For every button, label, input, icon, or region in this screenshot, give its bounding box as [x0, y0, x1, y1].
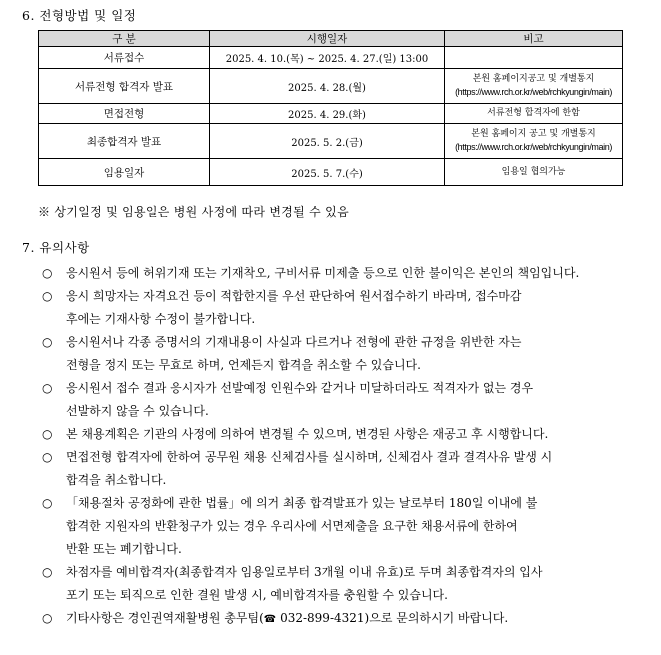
notice-line: 포기 또는 퇴직으로 인한 결원 발생 시, 예비합격자를 충원할 수 있습니다. [66, 588, 448, 602]
row-remark [445, 47, 623, 69]
row-name: 면접전형 [39, 104, 210, 124]
list-item [38, 262, 638, 285]
circle-bullet-icon: ○ [42, 496, 53, 510]
row-remark [445, 104, 623, 124]
phone-number: 032-899-4321 [276, 611, 365, 625]
circle-bullet-icon: ○ [42, 335, 53, 349]
circle-bullet-icon: ○ [42, 611, 53, 625]
notice-line: 합격한 지원자의 반환청구가 있는 경우 우리사에 서면제출을 요구한 채용서류에 한하여 [66, 519, 518, 533]
schedule-table [38, 30, 623, 186]
remark-line: 본원 홈페이지공고 및 개별통지 [472, 74, 595, 84]
remark-url: (https://www.rch.or.kr/web/rchkyungin/main) [455, 142, 612, 152]
list-item [38, 377, 638, 423]
header-remark: 비고 [445, 31, 623, 47]
section-6-title: 6. 전형방법 및 일정 [22, 8, 137, 23]
notice-line: 면접전형 합격자에 한하여 공무원 채용 신체검사를 실시하며, 신체검사 결과 결격사유 발생 시 [66, 450, 553, 464]
notice-line: 응시원서 등에 허위기재 또는 기재착오, 구비서류 미제출 등으로 인한 불이익은 본인의 책임입니다. [66, 266, 580, 280]
notice-line: 반환 또는 폐기합니다. [66, 542, 182, 556]
circle-bullet-icon: ○ [42, 565, 53, 579]
schedule-note: ※ 상기일정 및 임용일은 병원 사정에 따라 변경될 수 있음 [38, 205, 349, 219]
list-item [38, 331, 638, 377]
circle-bullet-icon: ○ [42, 289, 53, 303]
list-item [38, 607, 638, 631]
list-item [38, 492, 638, 561]
header-date: 시행일자 [210, 31, 445, 47]
notice-line: 합격을 취소합니다. [66, 473, 167, 487]
circle-bullet-icon: ○ [42, 381, 53, 395]
contact-text: 기타사항은 경인권역재활병원 총무팀( [66, 611, 264, 625]
row-date: 2025. 4. 28.(월) [210, 69, 445, 104]
row-remark [445, 124, 623, 159]
remark-line: 본원 홈페이지 공고 및 개별통지 [471, 129, 596, 139]
row-remark [445, 69, 623, 104]
table-row [39, 69, 623, 104]
list-item [38, 561, 638, 607]
circle-bullet-icon: ○ [42, 427, 53, 441]
table-row [39, 104, 623, 124]
row-date: 2025. 4. 10.(목) ~ 2025. 4. 27.(일) 13:00 [210, 47, 445, 69]
notice-line: 전형을 정지 또는 무효로 하며, 언제든지 합격을 취소할 수 있습니다. [66, 358, 421, 372]
row-name: 최종합격자 발표 [39, 124, 210, 159]
circle-bullet-icon: ○ [42, 266, 53, 280]
table-row [39, 124, 623, 159]
notice-line: 응시원서나 각종 증명서의 기재내용이 사실과 다르거나 전형에 관한 규정을 위반한 자는 [66, 335, 522, 349]
notice-line: 차점자를 예비합격자(최종합격자 임용일로부터 3개월 이내 유효)로 두며 최종합격자의 입사 [66, 565, 543, 579]
list-item [38, 446, 638, 492]
row-remark [445, 159, 623, 186]
row-name: 임용일자 [39, 159, 210, 186]
row-date: 2025. 5. 7.(수) [210, 159, 445, 186]
list-item [38, 285, 638, 331]
row-date: 2025. 5. 2.(금) [210, 124, 445, 159]
remark-url: (https://www.rch.or.kr/web/rchkyungin/main) [455, 87, 612, 97]
notice-line: 후에는 기재사항 수정이 불가합니다. [66, 312, 256, 326]
remark-line: 서류전형 합격자에 한함 [487, 108, 580, 118]
contact-text-end: )으로 문의하시기 바랍니다. [364, 611, 509, 625]
table-row [39, 47, 623, 69]
header-category: 구 분 [39, 31, 210, 47]
table-header-row [39, 31, 623, 47]
row-date: 2025. 4. 29.(화) [210, 104, 445, 124]
circle-bullet-icon: ○ [42, 450, 53, 464]
notice-line: 응시 희망자는 자격요건 등이 적합한지를 우선 판단하여 원서접수하기 바라며, 접수마감 [66, 289, 522, 303]
section-7-title: 7. 유의사항 [22, 240, 90, 255]
notice-line: 「채용절차 공정화에 관한 법률」에 의거 최종 합격발표가 있는 날로부터 180일 이내에 불 [66, 496, 538, 510]
notice-line [66, 607, 638, 631]
row-name: 서류전형 합격자 발표 [39, 69, 210, 104]
notice-list [38, 262, 638, 631]
list-item [38, 423, 638, 446]
notice-line: 본 채용계획은 기관의 사정에 의하여 변경될 수 있으며, 변경된 사항은 재공고 후 시행합니다. [66, 427, 549, 441]
notice-line: 응시원서 접수 결과 응시자가 선발예정 인원수와 같거나 미달하더라도 적격자가 없는 경우 [66, 381, 534, 395]
row-name: 서류접수 [39, 47, 210, 69]
table-row [39, 159, 623, 186]
notice-line: 선발하지 않을 수 있습니다. [66, 404, 209, 418]
phone-icon: ☎ [263, 614, 277, 625]
remark-line: 임용일 협의가능 [501, 166, 566, 177]
